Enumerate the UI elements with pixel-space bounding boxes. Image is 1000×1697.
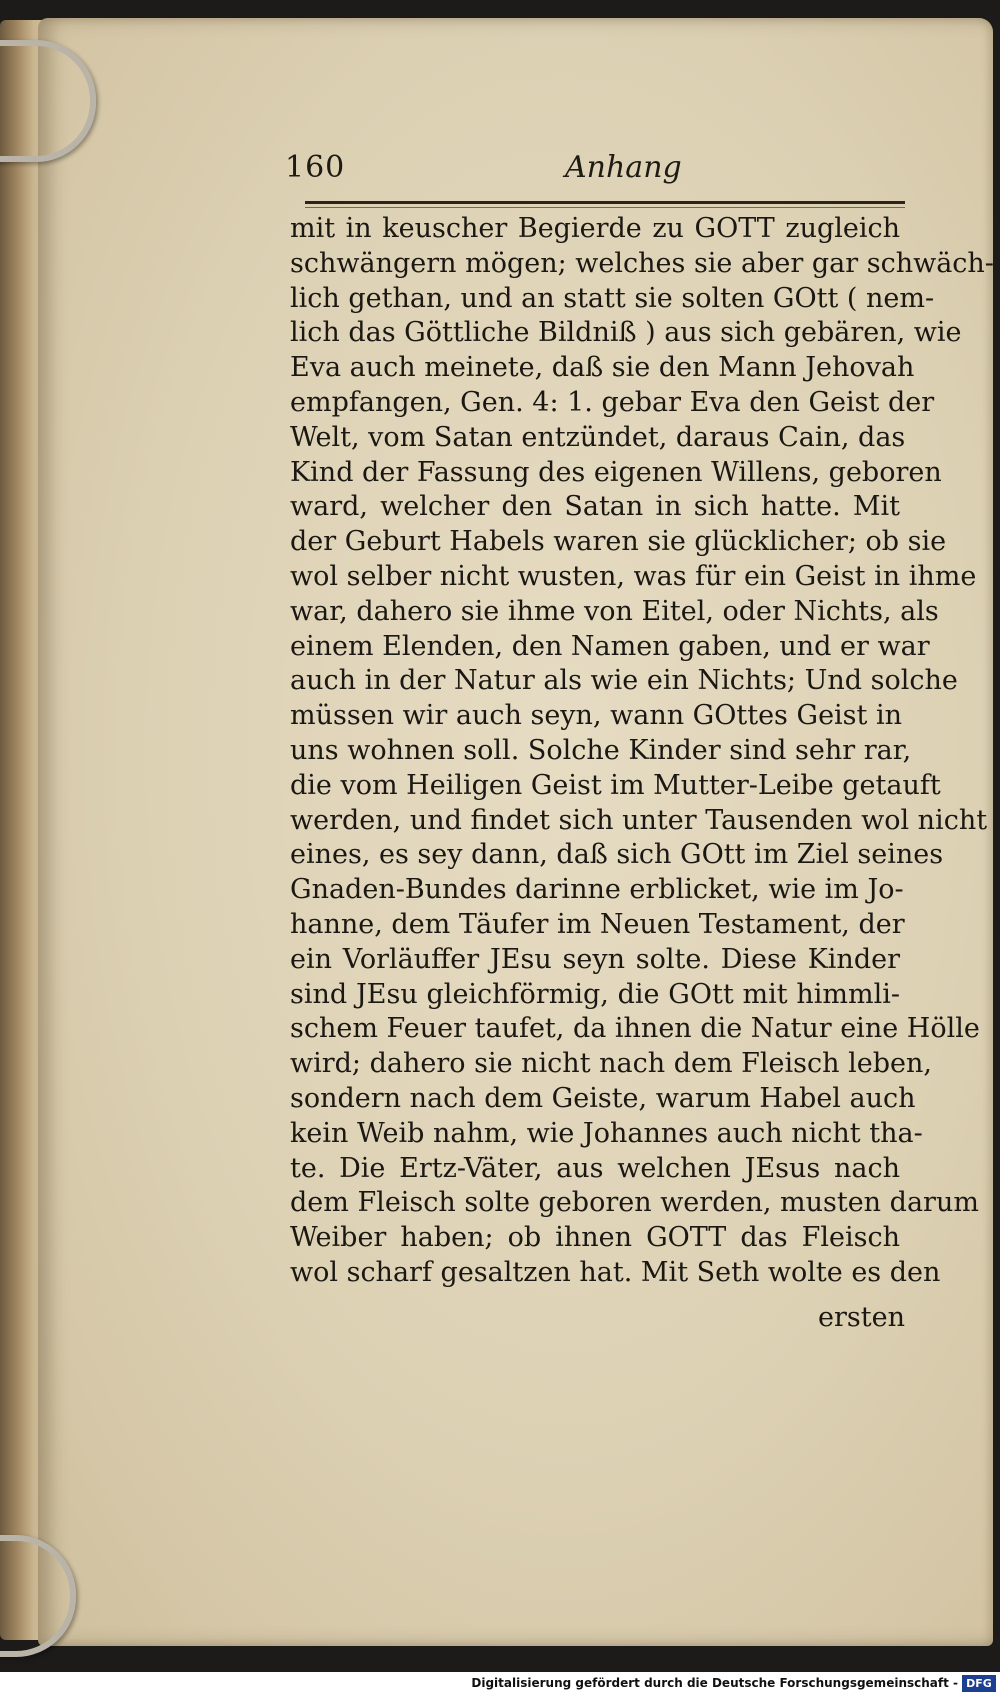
footer-credit: Digitalisierung gefördert durch die Deutsche Forschungsgemeinschaft -: [471, 1676, 958, 1690]
digitization-footer: [0, 1672, 1000, 1697]
text-line: einem Elenden, den Namen gaben, und er war: [290, 630, 930, 662]
text-line: wol scharf gesaltzen hat. Mit Seth wolte es den: [290, 1256, 941, 1288]
text-line: lich das Göttliche Bildniß ) aus sich gebären, wie: [290, 317, 962, 349]
text-line: sind JEsu gleichförmig, die GOtt mit himmli-: [290, 978, 900, 1010]
text-line: uns wohnen soll. Solche Kinder sind sehr rar,: [290, 734, 912, 766]
text-line: Gnaden-Bundes darinne erblicket, wie im Jo-: [290, 874, 904, 906]
text-line: eines, es sey dann, daß sich GOtt im Ziel seines: [290, 839, 944, 871]
text-line: war, dahero sie ihme von Eitel, oder Nichts, als: [290, 595, 939, 627]
text-line: schem Feuer taufet, da ihnen die Natur eine Hölle: [290, 1013, 980, 1045]
page-header: [285, 150, 900, 190]
text-line: schwängern mögen; welches sie aber gar schwäch-: [290, 247, 994, 279]
dfg-logo: DFG: [962, 1675, 996, 1692]
header-rule: [305, 201, 905, 204]
header-rule-thin: [305, 207, 905, 208]
text-line: wird; dahero sie nicht nach dem Fleisch leben,: [290, 1048, 932, 1080]
text-line: dem Fleisch solte geboren werden, musten darum: [290, 1187, 979, 1219]
catchword: ersten: [818, 1302, 905, 1333]
text-line: werden, und findet sich unter Tausenden wol nicht: [290, 804, 988, 836]
text-line: die vom Heiligen Geist im Mutter-Leibe getauft: [290, 769, 941, 801]
text-line: auch in der Natur als wie ein Nichts; Und solche: [290, 665, 958, 697]
text-line: empfangen, Gen. 4: 1. gebar Eva den Geist der: [290, 386, 935, 418]
text-line: hanne, dem Täufer im Neuen Testament, der: [290, 908, 905, 940]
text-line: müssen wir auch seyn, wann GOttes Geist in: [290, 700, 902, 732]
text-line: Eva auch meinete, daß sie den Mann Jehovah: [290, 352, 915, 384]
text-line: ein Vorläuffer JEsu seyn solte. Diese Kinder: [290, 943, 900, 975]
text-line: wol selber nicht wusten, was für ein Geist in ihme: [290, 560, 977, 592]
text-line: Welt, vom Satan entzündet, daraus Cain, das: [290, 421, 906, 453]
text-line: mit in keuscher Begierde zu GOTT zugleich: [290, 213, 900, 244]
text-line: Weiber haben; ob ihnen GOTT das Fleisch: [290, 1222, 900, 1254]
running-head: Anhang: [565, 150, 682, 185]
body-text: [290, 212, 994, 1291]
text-line: Kind der Fassung des eigenen Willens, geboren: [290, 456, 942, 488]
page-number: 160: [285, 150, 346, 185]
text-line: kein Weib nahm, wie Johannes auch nicht tha-: [290, 1117, 923, 1149]
text-line: der Geburt Habels waren sie glücklicher; ob sie: [290, 526, 947, 558]
text-line: te. Die Ertz-Väter, aus welchen JEsus nach: [290, 1152, 900, 1184]
text-line: lich gethan, und an statt sie solten GOtt ( nem-: [290, 282, 935, 314]
text-line: ward, welcher den Satan in sich hatte. Mit: [290, 491, 900, 523]
text-line: sondern nach dem Geiste, warum Habel auch: [290, 1082, 916, 1114]
